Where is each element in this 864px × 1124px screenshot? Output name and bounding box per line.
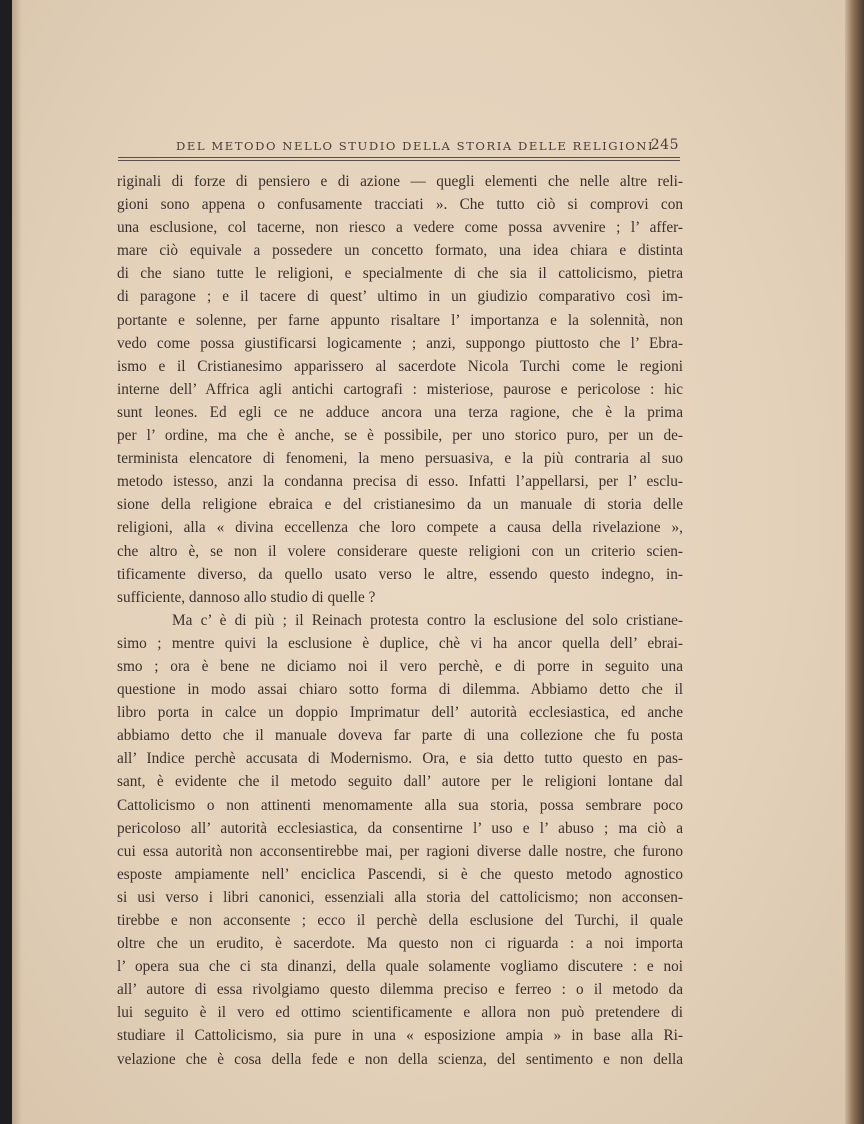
text-line: metodo istesso, anzi la condanna precisa di esso. Infatti l’appellarsi, per l’ esclu-: [117, 473, 683, 491]
text-line: per l’ ordine, ma che è anche, se è possibile, per uno storico puro, per un de-: [117, 427, 683, 445]
text-line: libro porta in calce un doppio Imprimatur dell’ autorità ecclesiastica, ed anche: [117, 704, 683, 722]
text-line: di che siano tutte le religioni, e specialmente di che sia il cattolicismo, pietra: [117, 265, 683, 283]
text-line: ismo e il Cristianesimo apparissero al sacerdote Nicola Turchi come le regioni: [117, 357, 683, 375]
text-line: vedo come possa giustificarsi logicamente ; anzi, suppongo piuttosto che l’ Ebra-: [117, 334, 683, 352]
text-line: pericoloso all’ autorità ecclesiastica, da consentirne l’ uso e l’ abuso ; ma ciò a: [117, 819, 683, 837]
header-rule: [118, 160, 680, 161]
text-line: all’ Indice perchè accusata di Modernismo. Ora, e sia detto tutto questo en pas-: [117, 750, 683, 768]
text-line: esposte ampiamente nell’ enciclica Pascendi, si è che questo metodo agnostico: [117, 865, 683, 883]
text-line: tificamente diverso, da quello usato verso le altre, essendo questo indegno, in-: [117, 565, 683, 583]
text-line: Cattolicismo o non attinenti menomamente alla sua storia, possa sembrare poco: [117, 796, 683, 814]
text-line: riginali di forze di pensiero e di azione — quegli elementi che nelle altre reli-: [117, 173, 683, 190]
text-line: sunt leones. Ed egli ce ne adduce ancora una terza ragione, che è la prima: [117, 403, 683, 421]
body-text: [117, 170, 683, 1071]
text-line: smo ; ora è bene ne diciamo noi il vero perchè, e di porre in seguito una: [117, 657, 683, 675]
page-edge: [845, 0, 864, 1124]
text-line: sufficiente, dannoso allo studio di quelle ?: [117, 588, 376, 606]
text-line: sant, è evidente che il metodo seguito dall’ autore per le religioni lontane dal: [117, 773, 683, 791]
text-line: di paragone ; e il tacere di quest’ ultimo in un giudizio comparativo così im-: [117, 288, 683, 306]
text-line: Ma c’ è di più ; il Reinach protesta contro la esclusione del solo cristiane-: [172, 611, 683, 629]
text-line: interne dell’ Affrica agli antichi cartografi : misteriose, paurose e pericolose : hic: [117, 380, 683, 398]
text-line: all’ autore di essa rivolgiamo questo dilemma preciso e ferreo : o il metodo da: [117, 981, 683, 999]
text-line: si usi verso i libri canonici, essenziali alla storia del cattolicismo; non acconsen-: [117, 888, 683, 906]
text-line: studiare il Cattolicismo, sia pure in una « esposizione ampia » in base alla Ri-: [117, 1027, 683, 1045]
running-header: [176, 137, 679, 157]
page-number: 245: [650, 137, 679, 153]
running-title: DEL METODO NELLO STUDIO DELLA STORIA DELLE RELIGIONI: [176, 139, 655, 153]
text-line: gioni sono appena o confusamente tracciati ». Che tutto ciò si comprovi con: [117, 196, 683, 214]
text-line: cui essa autorità non acconsentirebbe mai, per ragioni diverse dalle nostre, che furono: [117, 842, 683, 860]
text-line: tirebbe e non acconsente ; ecco il perchè della esclusione del Turchi, il quale: [117, 912, 683, 929]
text-line: terminista elencatore di fenomeni, la meno persuasiva, e la più contraria al suo: [117, 450, 683, 468]
text-line: l’ opera sua che ci sta dinanzi, della quale solamente vogliamo discutere : e noi: [117, 958, 683, 976]
text-line: che altro è, se non il volere considerare queste religioni con un criterio scien-: [117, 542, 683, 560]
text-line: portante e solenne, per farne appunto risaltare l’ importanza e la solennità, non: [117, 311, 683, 329]
spine-shadow: [12, 0, 22, 1124]
text-line: sione della religione ebraica e del cristianesimo da un manuale di storia delle: [117, 496, 683, 514]
header-rule: [118, 157, 680, 158]
text-line: simo ; mentre quivi la esclusione è duplice, chè vi ha ancor quella dell’ ebrai-: [117, 634, 683, 652]
text-line: oltre che un erudito, è sacerdote. Ma questo non ci riguarda : a noi importa: [117, 935, 683, 953]
text-line: religioni, alla « divina eccellenza che loro compete a causa della rivelazione »,: [117, 519, 683, 537]
text-line: mare ciò equivale a possedere un concetto formato, una idea chiara e distinta: [117, 242, 683, 260]
text-line: questione in modo assai chiaro sotto forma di dilemma. Abbiamo detto che il: [117, 681, 683, 699]
text-line: abbiamo detto che il manuale doveva far parte di una collezione che fu posta: [117, 727, 683, 745]
text-line: lui seguito è il vero ed ottimo scientificamente e allora non può pretendere di: [117, 1004, 683, 1022]
text-line: velazione che è cosa della fede e non della scienza, del sentimento e non della: [117, 1050, 683, 1068]
text-line: una esclusione, col tacerne, non riesco a vedere come possa avvenire ; l’ affer-: [117, 219, 683, 237]
